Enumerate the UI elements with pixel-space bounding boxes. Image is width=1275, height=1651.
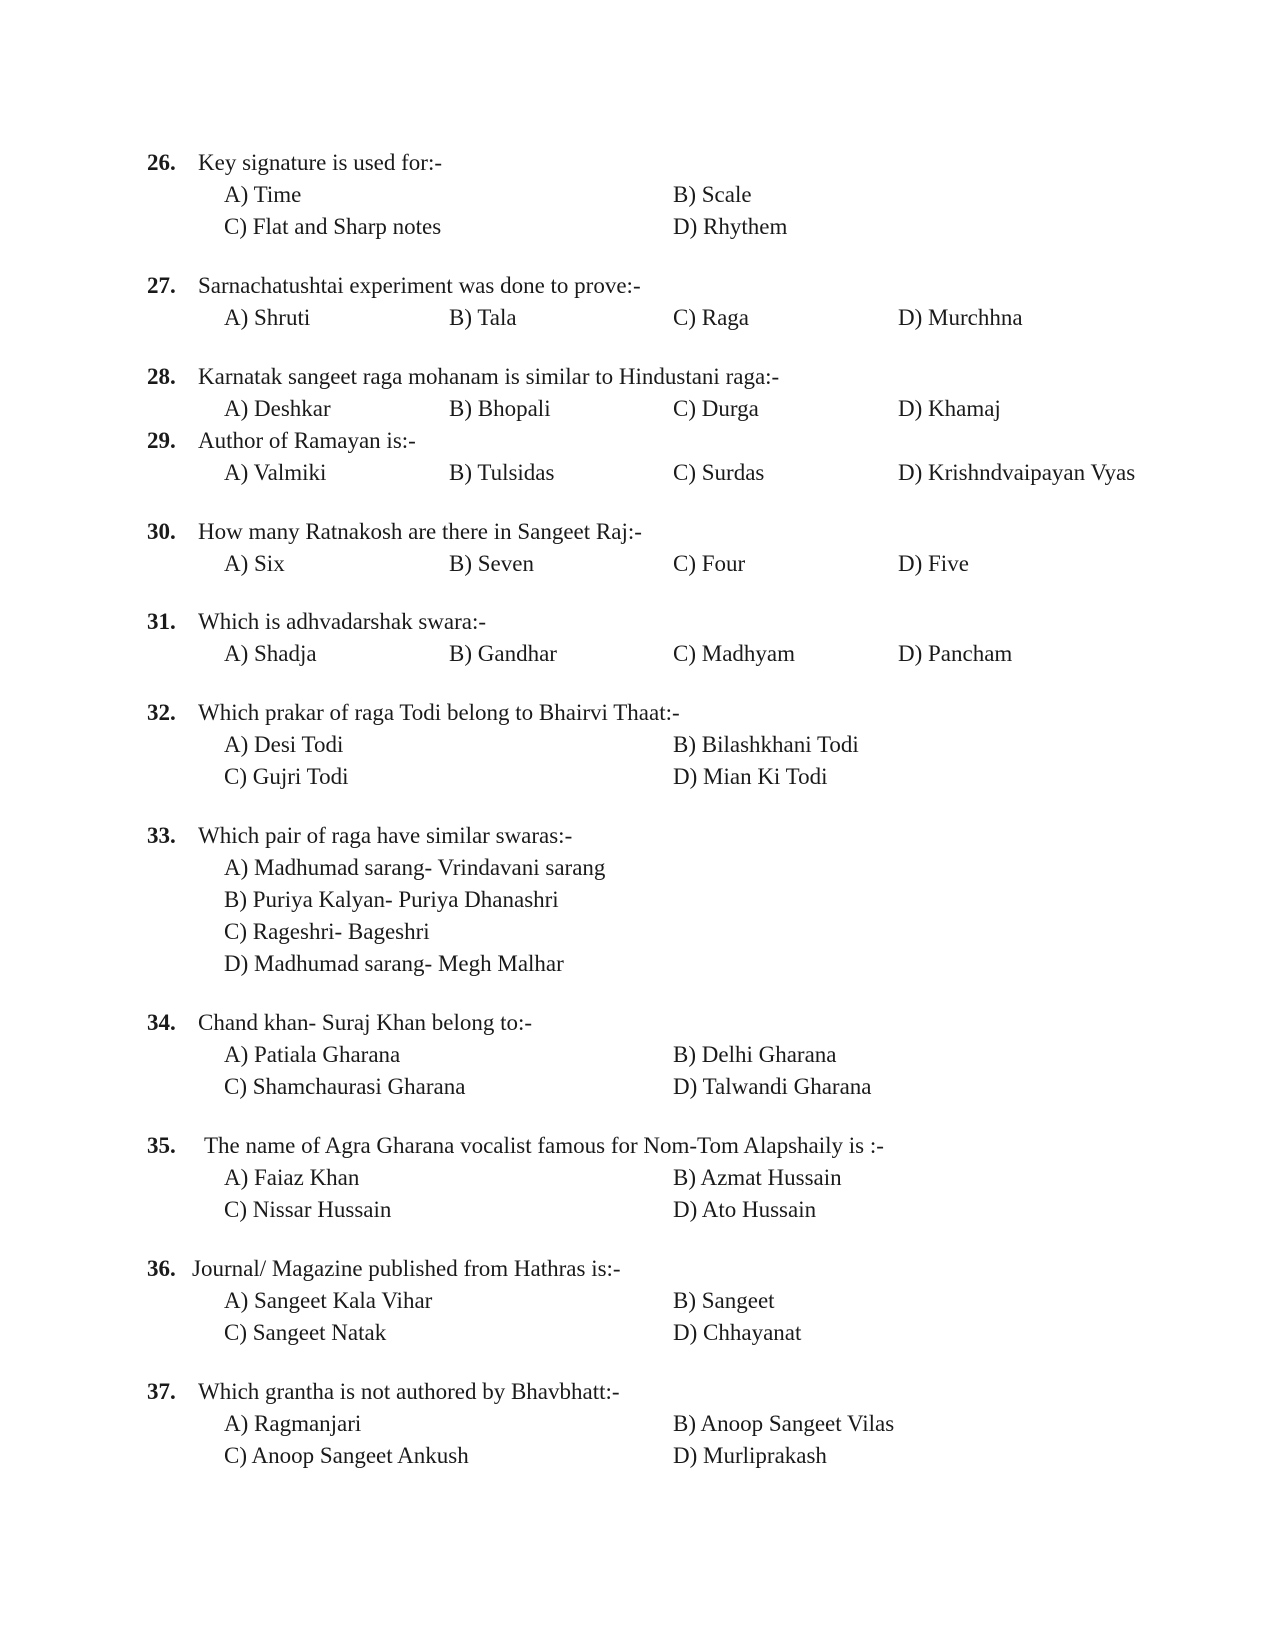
option-a: A) Sangeet Kala Vihar — [224, 1288, 433, 1313]
option-a: A) Shruti — [224, 305, 311, 330]
option-b: B) Azmat Hussain — [673, 1165, 842, 1190]
option-c: C) Flat and Sharp notes — [224, 214, 442, 239]
option-b: B) Tala — [449, 305, 517, 330]
option-c: C) Shamchaurasi Gharana — [224, 1074, 466, 1099]
option-b: B) Delhi Gharana — [673, 1042, 837, 1067]
option-b: B) Bilashkhani Todi — [673, 732, 859, 757]
question-stem: The name of Agra Gharana vocalist famous for Nom-Tom Alapshaily is :- — [204, 1133, 884, 1158]
option-a: A) Six — [224, 551, 285, 576]
question-stem: Which prakar of raga Todi belong to Bhairvi Thaat:- — [198, 700, 680, 725]
question-number: 32. — [147, 700, 176, 725]
option-d: D) Ato Hussain — [673, 1197, 817, 1222]
question-stem: How many Ratnakosh are there in Sangeet Raj:- — [198, 519, 642, 544]
option-a: A) Deshkar — [224, 396, 331, 421]
option-a: A) Shadja — [224, 641, 317, 666]
question-stem: Sarnachatushtai experiment was done to prove:- — [198, 273, 641, 298]
option-a: A) Patiala Gharana — [224, 1042, 401, 1067]
option-b: B) Tulsidas — [449, 460, 555, 485]
option-c: C) Rageshri- Bageshri — [224, 919, 430, 944]
option-d: D) Murchhna — [898, 305, 1023, 330]
question-number: 33. — [147, 823, 176, 848]
option-c: C) Madhyam — [673, 641, 796, 666]
option-b: B) Gandhar — [449, 641, 557, 666]
option-a: A) Desi Todi — [224, 732, 344, 757]
option-a: A) Ragmanjari — [224, 1411, 362, 1436]
option-c: C) Sangeet Natak — [224, 1320, 387, 1345]
option-b: B) Scale — [673, 182, 752, 207]
option-c: C) Four — [673, 551, 746, 576]
option-a: A) Valmiki — [224, 460, 327, 485]
option-b: B) Anoop Sangeet Vilas — [673, 1411, 895, 1436]
option-d: D) Khamaj — [898, 396, 1001, 421]
question-stem: Journal/ Magazine published from Hathras is:- — [192, 1256, 621, 1281]
question-number: 37. — [147, 1379, 176, 1404]
question-stem: Which grantha is not authored by Bhavbhatt:- — [198, 1379, 620, 1404]
question-number: 29. — [147, 428, 176, 453]
question-number: 30. — [147, 519, 176, 544]
option-c: C) Durga — [673, 396, 759, 421]
option-c: C) Gujri Todi — [224, 764, 349, 789]
option-a: A) Faiaz Khan — [224, 1165, 360, 1190]
question-stem: Key signature is used for:- — [198, 150, 442, 175]
option-d: D) Chhayanat — [673, 1320, 802, 1345]
option-a: A) Time — [224, 182, 302, 207]
option-b: B) Sangeet — [673, 1288, 775, 1313]
question-stem: Which is adhvadarshak swara:- — [198, 609, 487, 634]
option-b: B) Seven — [449, 551, 534, 576]
option-c: C) Nissar Hussain — [224, 1197, 392, 1222]
option-d: D) Krishndvaipayan Vyas — [898, 460, 1136, 485]
question-number: 35. — [147, 1133, 176, 1158]
question-number: 27. — [147, 273, 176, 298]
question-number: 28. — [147, 364, 176, 389]
option-c: C) Raga — [673, 305, 750, 330]
option-b: B) Bhopali — [449, 396, 551, 421]
option-d: D) Madhumad sarang- Megh Malhar — [224, 951, 564, 976]
question-number: 34. — [147, 1010, 176, 1035]
question-number: 31. — [147, 609, 176, 634]
option-d: D) Pancham — [898, 641, 1013, 666]
option-d: D) Murliprakash — [673, 1443, 827, 1468]
option-a: A) Madhumad sarang- Vrindavani sarang — [224, 855, 606, 880]
option-c: C) Anoop Sangeet Ankush — [224, 1443, 469, 1468]
option-d: D) Talwandi Gharana — [673, 1074, 872, 1099]
question-stem: Author of Ramayan is:- — [198, 428, 416, 453]
question-stem: Karnatak sangeet raga mohanam is similar to Hindustani raga:- — [198, 364, 780, 389]
option-d: D) Mian Ki Todi — [673, 764, 828, 789]
question-number: 26. — [147, 150, 176, 175]
question-stem: Chand khan- Suraj Khan belong to:- — [198, 1010, 533, 1035]
option-c: C) Surdas — [673, 460, 765, 485]
option-b: B) Puriya Kalyan- Puriya Dhanashri — [224, 887, 559, 912]
question-number: 36. — [147, 1256, 176, 1281]
question-stem: Which pair of raga have similar swaras:- — [198, 823, 573, 848]
option-d: D) Rhythem — [673, 214, 788, 239]
option-d: D) Five — [898, 551, 969, 576]
